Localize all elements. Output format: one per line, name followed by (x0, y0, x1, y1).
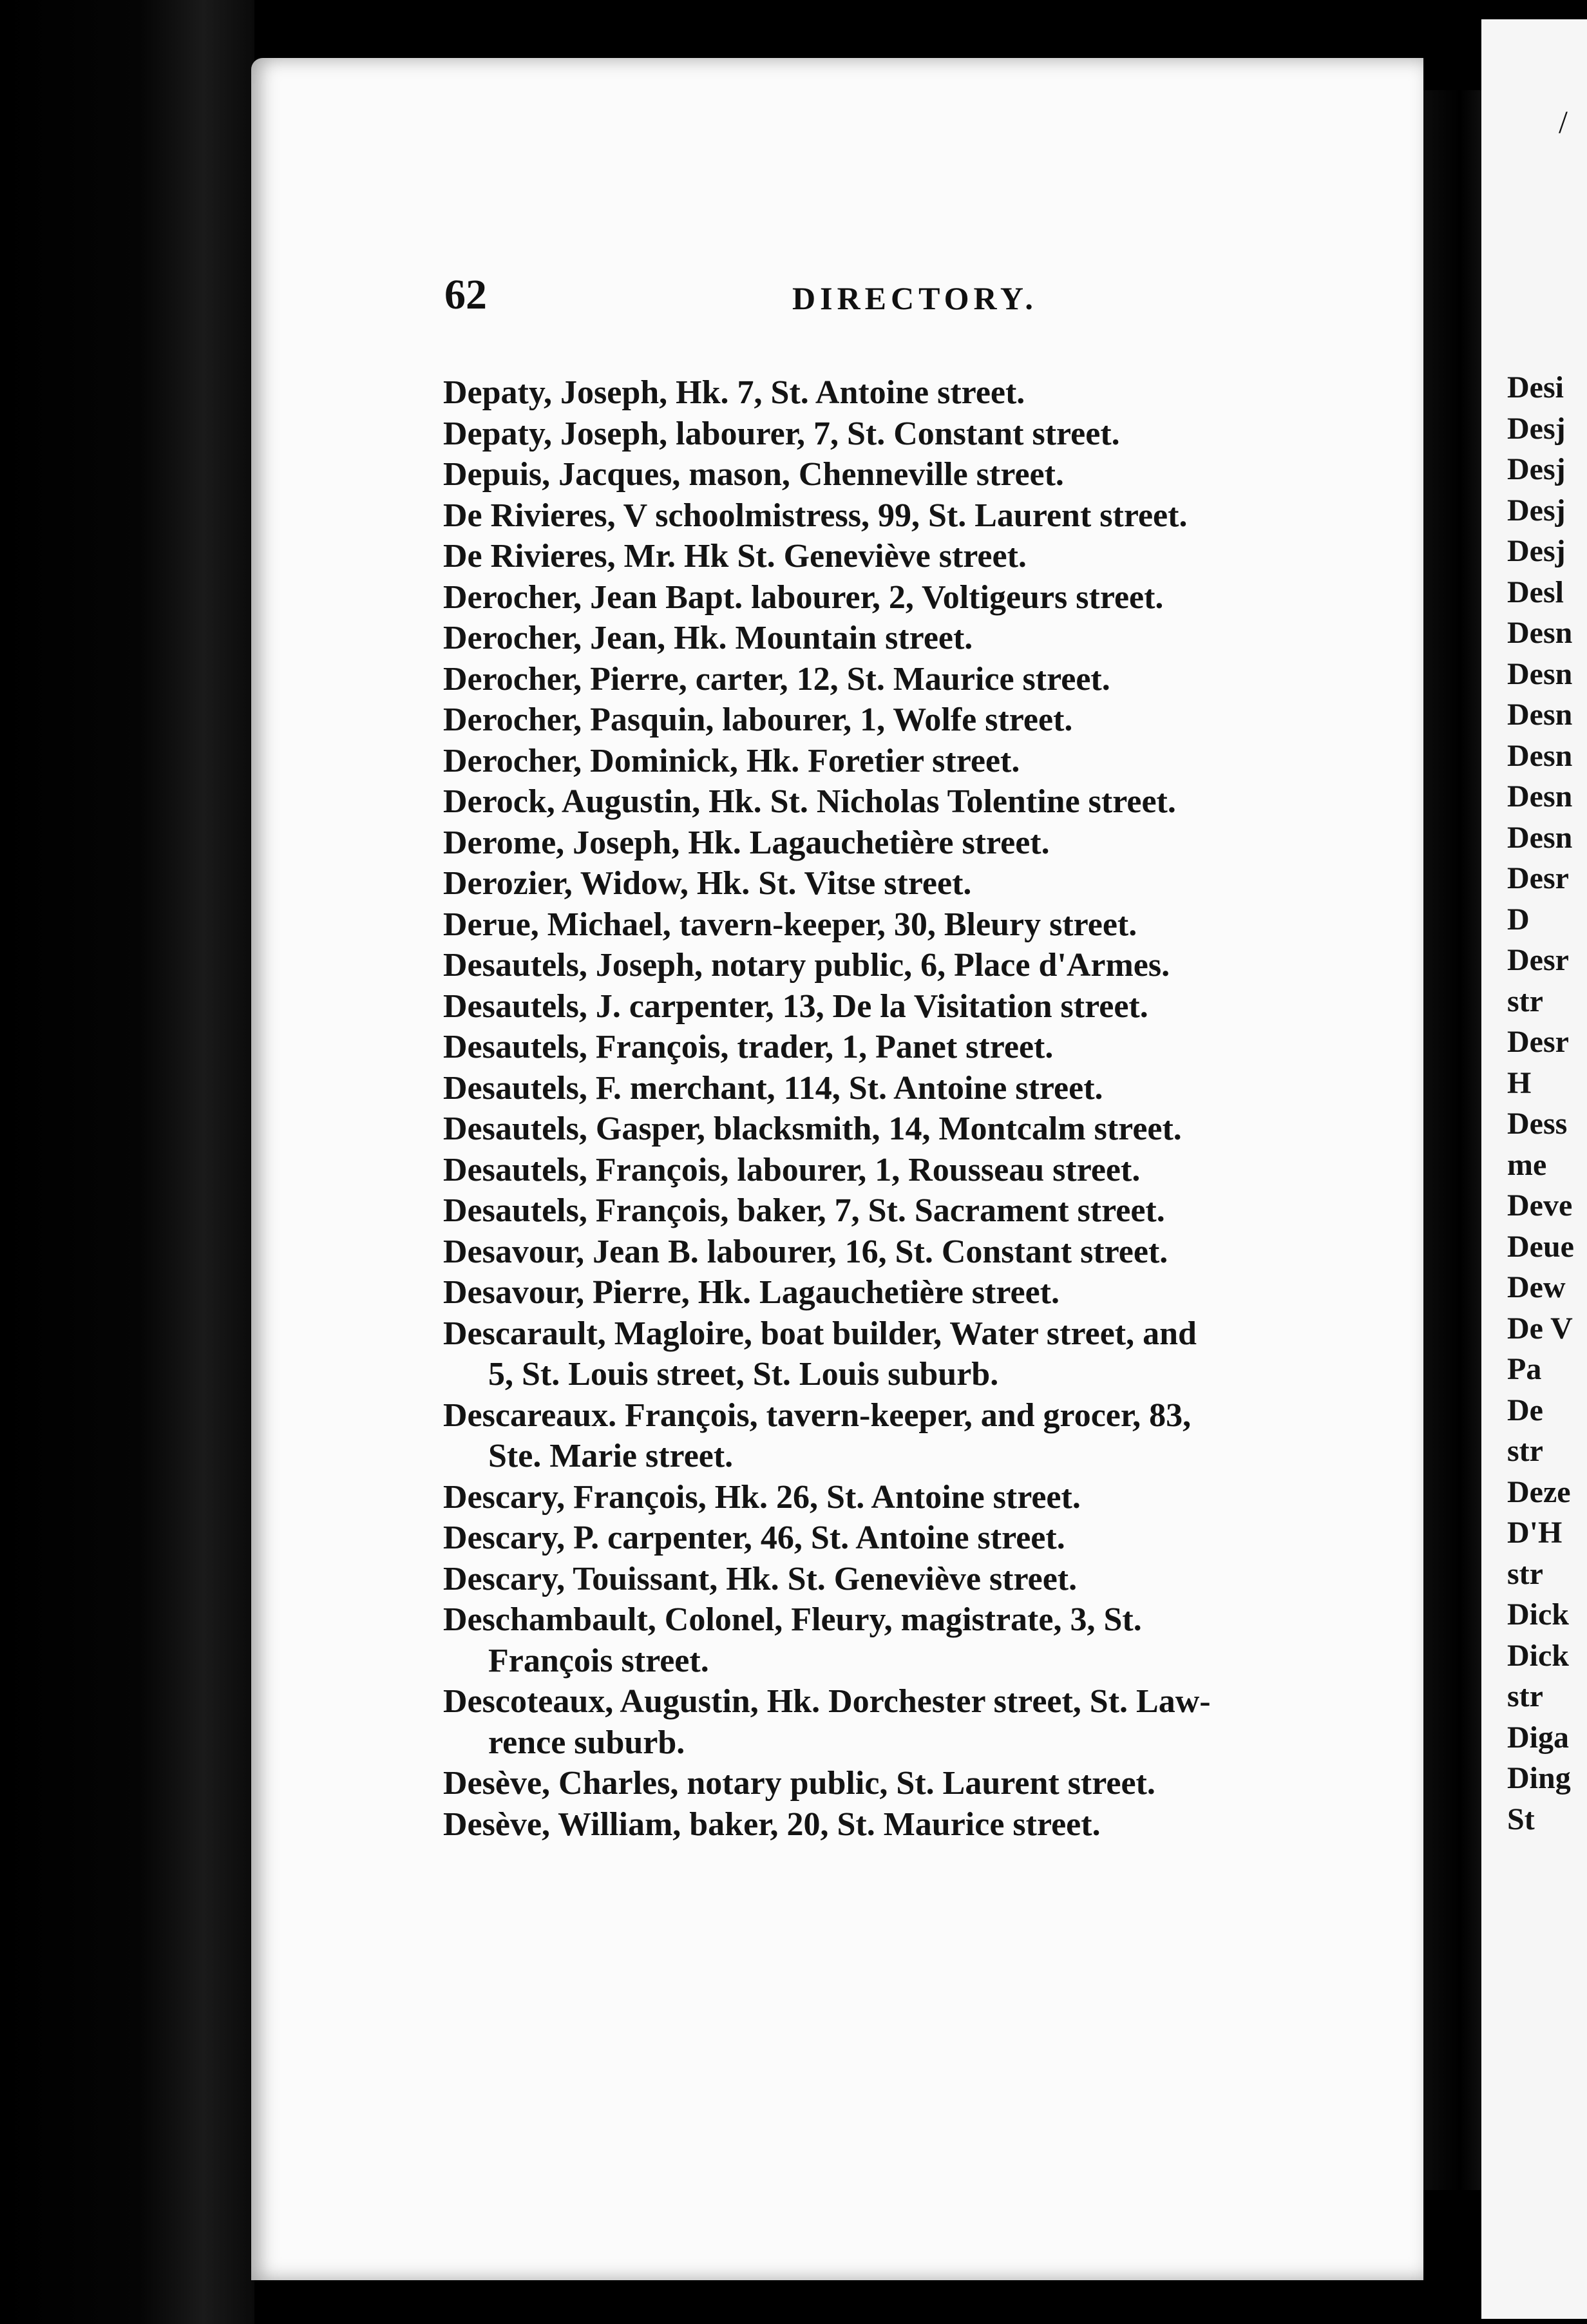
directory-entry (443, 1518, 1396, 1559)
entry-line: Desève, Charles, notary public, St. Laurent street. (443, 1765, 1155, 1802)
directory-entry (443, 659, 1396, 700)
facing-page-fragment: Desr (1507, 1025, 1569, 1059)
directory-entry (443, 454, 1396, 495)
directory-entry (443, 781, 1396, 823)
facing-page-fragment: Desr (1507, 943, 1569, 977)
entry-line: Desautels, Joseph, notary public, 6, Place d'Armes. (443, 947, 1170, 984)
facing-page-fragments (1507, 367, 1574, 1840)
directory-entry (443, 577, 1396, 618)
facing-page-mark: / (1559, 104, 1568, 140)
entry-line: Depaty, Joseph, Hk. 7, St. Antoine street. (443, 374, 1025, 411)
facing-page-fragment: De V (1507, 1311, 1573, 1346)
facing-page-fragment: H (1507, 1065, 1532, 1100)
facing-page-fragment: Diga (1507, 1720, 1569, 1755)
entry-line: Descoteaux, Augustin, Hk. Dorchester street, St. Law- (443, 1683, 1211, 1720)
directory-entry (443, 536, 1396, 577)
page-gutter (1423, 90, 1485, 2190)
entry-line: Desautels, Gasper, blacksmith, 14, Montcalm street. (443, 1110, 1182, 1147)
directory-entry (443, 1272, 1396, 1313)
facing-page-fragment: str (1507, 984, 1543, 1018)
facing-page-fragment: Desj (1507, 452, 1566, 486)
facing-page-fragment: Deze (1507, 1474, 1571, 1509)
directory-entry (443, 1804, 1396, 1845)
directory-entry (443, 1313, 1396, 1395)
entry-line: Descarault, Magloire, boat builder, Water street, and (443, 1315, 1197, 1352)
facing-page-fragment: St (1507, 1802, 1535, 1836)
facing-page-fragment: Deue (1507, 1229, 1574, 1264)
facing-page-fragment: Desn (1507, 779, 1573, 814)
directory-entry (443, 823, 1396, 864)
facing-page-fragment: Desl (1507, 575, 1564, 609)
entry-line: De Rivieres, Mr. Hk St. Geneviève street. (443, 538, 1027, 575)
facing-page-fragment: D (1507, 902, 1530, 937)
entry-line: Derocher, Jean Bapt. labourer, 2, Voltigeurs street. (443, 578, 1164, 616)
directory-entry (443, 1559, 1396, 1600)
entry-line: Derocher, Pasquin, labourer, 1, Wolfe street. (443, 701, 1073, 738)
directory-entry (443, 904, 1396, 946)
facing-page-fragment: me (1507, 1147, 1547, 1182)
facing-page-fragment: str (1507, 1679, 1543, 1713)
entry-line: Derocher, Jean, Hk. Mountain street. (443, 620, 973, 656)
facing-page-fragment: Desn (1507, 738, 1573, 773)
entry-line: Derocher, Pierre, carter, 12, St. Maurice street. (443, 660, 1110, 698)
book-spine-edge (0, 0, 254, 2324)
facing-page-fragment: str (1507, 1434, 1543, 1468)
directory-entry (443, 863, 1396, 904)
entry-line: Derock, Augustin, Hk. St. Nicholas Tolentine street. (443, 783, 1176, 820)
directory-entry (443, 1027, 1396, 1068)
directory-entry (443, 495, 1396, 537)
facing-page-fragment: D'H (1507, 1516, 1563, 1550)
facing-page-fragment: Dick (1507, 1638, 1569, 1673)
directory-entry (443, 1190, 1396, 1232)
facing-page-fragment: Desn (1507, 616, 1573, 650)
facing-page-fragment: Desj (1507, 534, 1566, 568)
page-header (444, 271, 1153, 322)
facing-page-fragment: Deve (1507, 1188, 1573, 1223)
directory-entry (443, 414, 1396, 455)
directory-entry (443, 618, 1396, 659)
facing-page-fragment: Desj (1507, 411, 1566, 446)
directory-entry (443, 1599, 1396, 1681)
entry-line: Derue, Michael, tavern-keeper, 30, Bleury street. (443, 906, 1137, 943)
directory-entry (443, 945, 1396, 986)
facing-page-fragment: Desn (1507, 698, 1573, 732)
facing-page-fragment: Desr (1507, 861, 1569, 895)
facing-page-fragment: Dess (1507, 1107, 1568, 1141)
facing-page-fragment: Ding (1507, 1761, 1571, 1795)
directory-entry (443, 1150, 1396, 1191)
facing-page-fragment: Dew (1507, 1270, 1566, 1304)
entry-line: Descary, François, Hk. 26, St. Antoine street. (443, 1478, 1081, 1516)
page-number: 62 (444, 271, 487, 318)
directory-entry (443, 1068, 1396, 1109)
entry-continuation-line: rence suburb. (488, 1724, 685, 1761)
entry-line: Desautels, François, trader, 1, Panet street. (443, 1029, 1054, 1065)
facing-page-fragment: De (1507, 1393, 1543, 1427)
facing-page-fragment: Desj (1507, 493, 1566, 528)
directory-entry (443, 1395, 1396, 1477)
entry-line: Derocher, Dominick, Hk. Foretier street. (443, 742, 1020, 779)
directory-entry (443, 700, 1396, 741)
entry-line: Desautels, François, labourer, 1, Rousseau street. (443, 1151, 1141, 1188)
directory-entry (443, 1477, 1396, 1518)
facing-page-fragment: Desi (1507, 370, 1564, 405)
facing-page-fragment: Desn (1507, 656, 1573, 691)
entry-continuation-line: 5, St. Louis street, St. Louis suburb. (488, 1356, 999, 1393)
directory-entry (443, 1109, 1396, 1150)
entry-continuation-line: François street. (488, 1642, 709, 1679)
entry-line: Derozier, Widow, Hk. St. Vitse street. (443, 865, 972, 902)
facing-page-fragment: Dick (1507, 1597, 1569, 1632)
entry-line: Descary, Touissant, Hk. St. Geneviève street. (443, 1560, 1078, 1597)
directory-entry (443, 741, 1396, 782)
entry-continuation-line: Ste. Marie street. (488, 1438, 734, 1474)
directory-entry (443, 372, 1396, 414)
facing-page-fragment: str (1507, 1556, 1543, 1591)
entry-line: Desautels, F. merchant, 114, St. Antoine street. (443, 1069, 1103, 1107)
facing-page-fragment: Pa (1507, 1352, 1542, 1386)
entry-line: Desavour, Pierre, Hk. Lagauchetière street. (443, 1274, 1060, 1311)
entry-line: Depaty, Joseph, labourer, 7, St. Constant street. (443, 415, 1120, 452)
entry-line: Desautels, François, baker, 7, St. Sacrament street. (443, 1192, 1165, 1229)
entry-line: Depuis, Jacques, mason, Chenneville street. (443, 456, 1064, 493)
entry-line: Desève, William, baker, 20, St. Maurice street. (443, 1805, 1101, 1843)
directory-entry (443, 1763, 1396, 1804)
running-head: DIRECTORY. (792, 280, 1038, 316)
entry-line: Desautels, J. carpenter, 13, De la Visitation street. (443, 987, 1148, 1025)
entry-line: Deschambault, Colonel, Fleury, magistrate, 3, St. (443, 1601, 1142, 1638)
directory-entry (443, 986, 1396, 1027)
entry-line: Desavour, Jean B. labourer, 16, St. Constant street. (443, 1233, 1168, 1270)
entry-line: De Rivieres, V schoolmistress, 99, St. Laurent street. (443, 497, 1188, 534)
directory-entry (443, 1681, 1396, 1763)
facing-page-fragment: Desn (1507, 820, 1573, 855)
directory-entries (443, 372, 1396, 1845)
entry-line: Descary, P. carpenter, 46, St. Antoine street. (443, 1519, 1065, 1556)
entry-line: Descareaux. François, tavern-keeper, and grocer, 83, (443, 1396, 1192, 1434)
directory-entry (443, 1232, 1396, 1273)
entry-line: Derome, Joseph, Hk. Lagauchetière street. (443, 824, 1050, 861)
